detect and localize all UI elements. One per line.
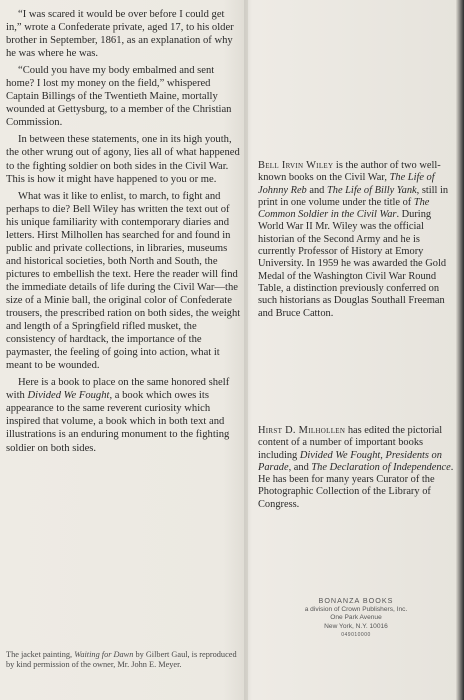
bio-text: , still in print in one volume under the title of — [258, 184, 449, 208]
editor-bio — [258, 425, 454, 511]
book-title: Presidents on Parade — [258, 449, 442, 473]
publisher-city: New York, N.Y. 10016 — [324, 622, 388, 630]
blurb-text: Here is a book to place on the same honored shelf with — [6, 377, 230, 402]
author-name: Bell Irvin Wiley — [258, 160, 334, 171]
jacket-caption — [6, 650, 242, 670]
caption-text — [6, 650, 242, 670]
painting-title: Waiting for Dawn — [74, 650, 134, 659]
bio-text: has edited the pictorial content of a number of important books including — [258, 425, 443, 461]
bio-text: , and — [288, 461, 312, 473]
book-title: The Common Soldier in the Civil War — [258, 196, 430, 221]
publisher-imprint — [258, 597, 454, 640]
blurb-paragraph-5 — [6, 376, 242, 454]
blurb-paragraph-3: In between these statements, one in its high youth, the other wrung out of agony, lies all of what happened to the fighting soldier on both sides in the Civil War. This is how it might have happened to you or me. — [6, 134, 240, 185]
publisher-division: a division of Crown Publishers, Inc. — [304, 605, 408, 613]
blurb-paragraph-2: “Could you have my body embalmed and sent home? I lost my money on the field,” whispered Captain Billings of the Twentieth Maine, mortally wounded at Gettysburg, to a member of the Christian Commission. — [6, 65, 232, 129]
bio-text: . He has been for many years Curator of the Photographic Collection of the Library of Congress. — [258, 461, 454, 510]
blurb-paragraph-1: “I was scared it would be over before I could get in,” wrote a Confederate private, aged 17, to his older brother in September, 1861, as an explanation of why he was where he was. — [6, 9, 234, 60]
page-edge — [456, 0, 464, 700]
bio-text: , — [380, 449, 386, 461]
fold-shadow — [244, 0, 252, 700]
editor-bio-text — [258, 425, 454, 511]
caption-part: by Gilbert Gaul, is reproduced by kind permission of the owner, Mr. John E. Meyer. — [6, 650, 237, 669]
flap-blurb — [6, 8, 242, 455]
book-title: Divided We Fought — [299, 449, 381, 461]
bio-text: and — [306, 184, 327, 196]
bio-text: is the author of two well-known books on the Civil War, — [258, 160, 441, 184]
blurb-paragraph-4: What was it like to enlist, to march, to fight and perhaps to die? Bell Wiley has written the text out of his unique familiarity with contemporary diaries and letters. Hirst Milhollen has searched for and found in public and private collections, in libraries, museums and historical societies, both North and South, the pictures to embellish the text. Here the reader will find the immediate details of life during the Civil War—the size of a Minie ball, the original color of Confederate trousers, the prescribed ration on both sides, the weight and length of a Springfield rifled musket, the consistency of hardtack, the importance of the paymaster, the feeling of going into action, what it meant to be wounded. — [6, 190, 241, 372]
book-title: The Life of Johnny Reb — [258, 172, 435, 196]
author-bio — [258, 160, 454, 320]
book-title: Divided We Fought — [27, 390, 110, 402]
caption-part: The jacket painting, — [6, 650, 75, 659]
author-bio-text — [258, 160, 454, 320]
blurb-text: , a book which owes its appearance to the same reverent curiosity which inspired that volume, a book which in both text and illustrations is an enduring monument to the fighting soldier on both sides. — [6, 390, 230, 454]
editor-name: Hirst D. Milhollen — [258, 425, 346, 436]
bio-text: . During World War II Mr. Wiley was the official historian of the Second Army and he is currently Professor of History at Emory University. In 1959 he was awarded the Gold Medal of the Washington Civil War Round Table, a distinction previously conferred on such historians as Douglas Southall Freeman and Bruce Catton. — [258, 209, 447, 319]
publisher-name: BONANZA BOOKS — [318, 596, 394, 605]
book-title: The Declaration of Independence — [311, 461, 451, 473]
publisher-code: 049010000 — [341, 632, 371, 639]
book-title: The Life of Billy Yank — [326, 184, 417, 196]
publisher-street: One Park Avenue — [330, 614, 382, 622]
